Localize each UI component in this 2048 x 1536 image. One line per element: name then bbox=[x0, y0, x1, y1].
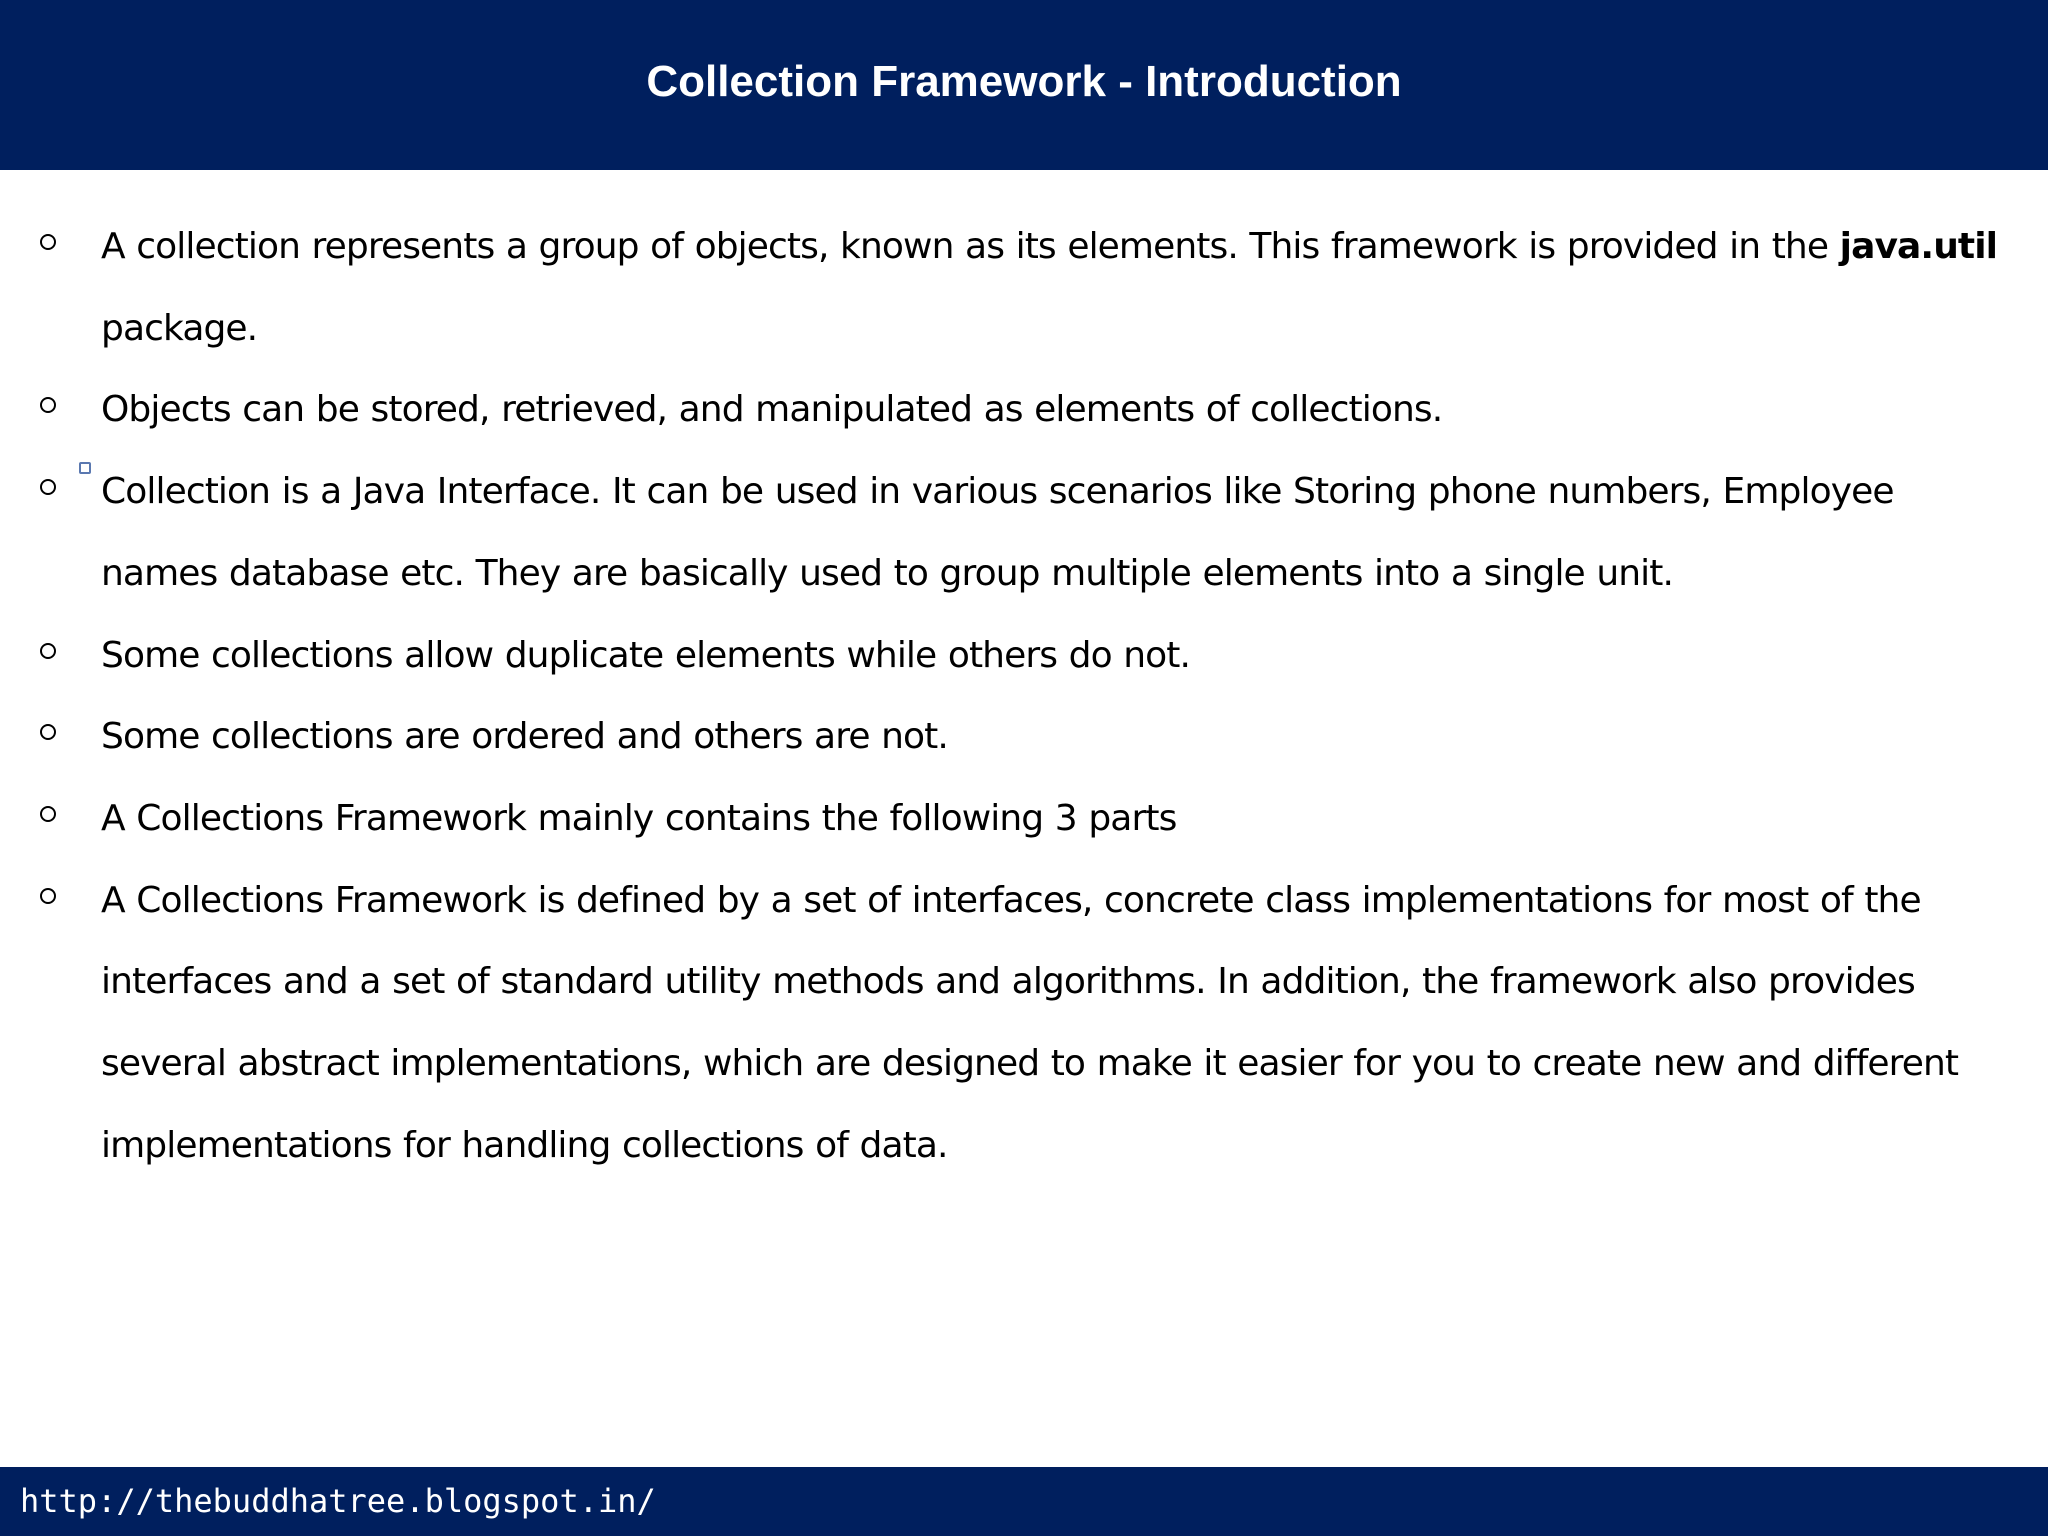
slide-title: Collection Framework - Introduction bbox=[646, 57, 1402, 106]
bullet-text: package. bbox=[101, 307, 258, 349]
bullet-text: Some collections are ordered and others are not. bbox=[101, 716, 948, 758]
bullet-bold-text: java.util bbox=[1839, 226, 1998, 267]
bullet-text: A collection represents a group of objects, known as its elements. This framework is provided in the bbox=[101, 226, 1840, 267]
bullet-circle-icon bbox=[40, 724, 56, 740]
bullet-circle-icon bbox=[40, 643, 56, 659]
bullet-item bbox=[0, 369, 2048, 451]
bullet-circle-icon bbox=[40, 479, 56, 495]
selection-handle-icon bbox=[79, 462, 91, 474]
bullet-list bbox=[0, 206, 2048, 1186]
slide-footer bbox=[0, 1467, 2048, 1536]
bullet-circle-icon bbox=[40, 234, 56, 250]
bullet-circle-icon bbox=[40, 888, 56, 904]
bullet-item bbox=[0, 615, 2048, 697]
bullet-item bbox=[0, 451, 2048, 614]
bullet-item bbox=[0, 696, 2048, 778]
bullet-text: A Collections Framework mainly contains the following 3 parts bbox=[101, 797, 1177, 839]
bullet-circle-icon bbox=[40, 806, 56, 822]
footer-url: http://thebuddhatree.blogspot.in/ bbox=[20, 1482, 656, 1520]
bullet-text: A Collections Framework is defined by a set of interfaces, concrete class implementations for most of the interfaces and a set of standard utility methods and algorithms. In addition, the framework also provides several abstract implementations, which are designed to make it easier for you to create new and different implementations for handling collections of data. bbox=[101, 879, 1959, 1166]
bullet-circle-icon bbox=[40, 397, 56, 413]
slide-header bbox=[0, 0, 2048, 170]
bullet-item bbox=[0, 778, 2048, 860]
bullet-item bbox=[0, 206, 2048, 369]
bullet-text: Some collections allow duplicate elements while others do not. bbox=[101, 634, 1191, 676]
bullet-text: Objects can be stored, retrieved, and manipulated as elements of collections. bbox=[101, 389, 1443, 431]
bullet-text: Collection is a Java Interface. It can be used in various scenarios like Storing phone numbers, Employee names database etc. They are basically used to group multiple elements into a single unit. bbox=[101, 471, 1894, 594]
bullet-item bbox=[0, 860, 2048, 1187]
